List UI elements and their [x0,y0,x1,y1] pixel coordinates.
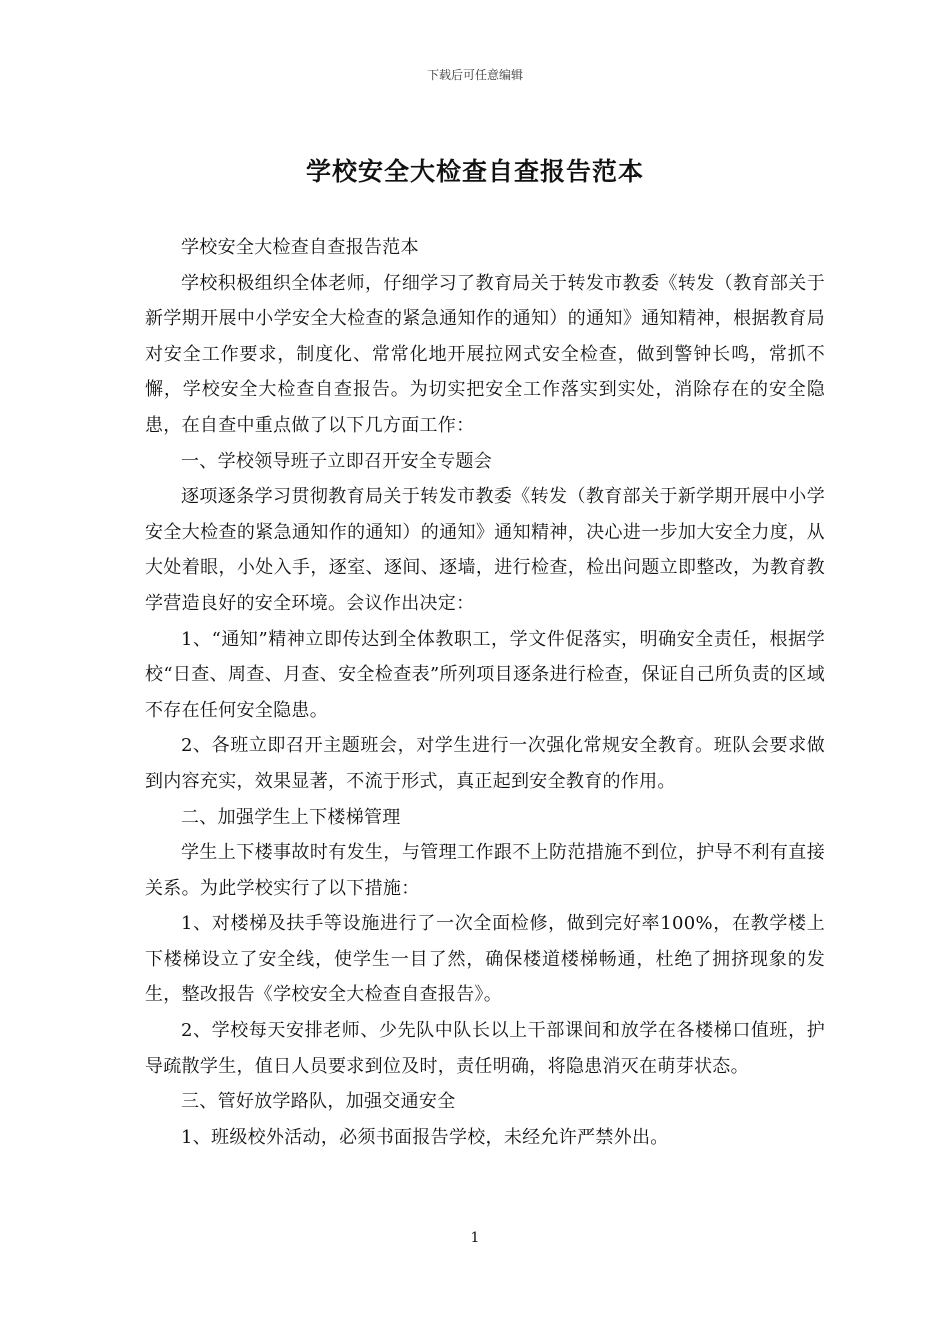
section-heading-3: 三、管好放学路队，加强交通安全 [181,1091,456,1113]
list-item: 2、学校每天安排老师、少先队中队长以上干部课间和放学在各楼梯口值班，护导疏散学生，值日人员要求到位及时，责任明确，将隐患消灭在萌芽状态。 [145,1020,825,1077]
page-number: 1 [470,1230,480,1246]
section-heading-1: 一、学校领导班子立即召开安全专题会 [181,450,493,472]
section-heading-2: 二、加强学生上下楼梯管理 [181,806,401,828]
document-body [145,230,825,1155]
list-item: 2、各班立即召开主题班会，对学生进行一次强化常规安全教育。班队会要求做到内容充实，效果显著，不流于形式，真正起到安全教育的作用。 [145,735,825,792]
page-header: 下载后可任意编辑 [426,68,523,82]
paragraph-intro: 学校积极组织全体老师，仔细学习了教育局关于转发市教委《转发（教育部关于新学期开展中小学安全大检查的紧急通知作的通知）的通知》通知精神，根据教育局对安全工作要求，制度化、常常化地开展拉网式安全检查，做到警钟长鸣，常抓不懈，学校安全大检查自查报告。为切实把安全工作落实到实处，消除存在的安全隐患，在自查中重点做了以下几方面工作： [145,272,825,436]
list-item: 1、对楼梯及扶手等设施进行了一次全面检修，做到完好率100%，在教学楼上下楼梯设立了安全线，使学生一目了然，确保楼道楼梯畅通，杜绝了拥挤现象的发生，整改报告《学校安全大检查自查报告》。 [145,913,825,1006]
paragraph: 学生上下楼事故时有发生，与管理工作跟不上防范措施不到位，护导不利有直接关系。为此学校实行了以下措施： [145,842,825,899]
list-item: 1、“通知”精神立即传达到全体教职工，学文件促落实，明确安全责任，根据学校“日查、周查、月查、安全检查表”所列项目逐条进行检查，保证自己所负责的区域不存在任何安全隐患。 [145,628,825,721]
paragraph: 逐项逐条学习贯彻教育局关于转发市教委《转发（教育部关于新学期开展中小学安全大检查的紧急通知作的通知）的通知》通知精神，决心进一步加大安全力度，从大处着眼，小处入手，逐室、逐间、逐墙，进行检查，检出问题立即整改，为教育教学营造良好的安全环境。会议作出决定： [145,486,825,614]
list-item: 1、班级校外活动，必须书面报告学校，未经允许严禁外出。 [181,1126,669,1148]
paragraph-subtitle: 学校安全大检查自查报告范本 [181,237,419,258]
document-title: 学校安全大检查自查报告范本 [305,157,644,186]
